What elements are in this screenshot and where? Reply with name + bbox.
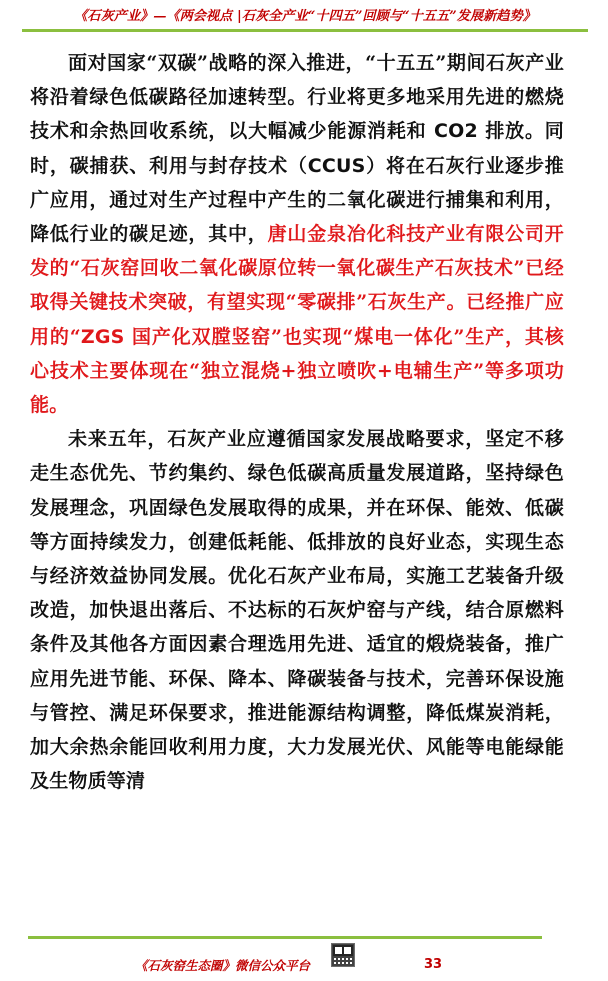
highlight-text-a: 唐山金泉冶化科技产业有限公司开发的“石灰窑回收二氧化碳原位转一氧化碳生产石灰技术”已经取得关键技术突破，有望实现“零碳排”石灰生产。已经推广应用的“ (30, 223, 564, 348)
paragraph-1-text-a: 面对国家“双碳”战略的深入推进，“十五五”期间石灰产业将沿着绿色低碳路径加速转型。行业将更多地采用先进的燃烧技术和余热回收系统，以大幅减少能源消耗和 (30, 52, 564, 143)
article-body (30, 46, 564, 798)
qr-code-icon (331, 943, 355, 967)
paragraph-1-text-c: ）将在石灰行业逐步推广应用，通过对生产过程中产生的二氧化碳进行捕集和利用，降低行业的碳足迹，其中， (30, 154, 564, 246)
footer-brand: 《石灰窑生态圈》微信公众平台 (135, 958, 311, 973)
co2-term: CO2 (433, 120, 478, 143)
running-header: 《石灰产业》—《两会视点 |石灰全产业“十四五”回顾与“十五五”发展新趋势》 (74, 9, 536, 24)
paragraph-2: 未来五年，石灰产业应遵循国家发展战略要求，坚定不移走生态优先、节约集约、绿色低碳高质量发展道路，坚持绿色发展理念，巩固绿色发展取得的成果，并在环保、能效、低碳等方面持续发力，创建低耗能、低排放的良好业态，实现生态与经济效益协同发展。优化石灰产业布局，实施工艺装备升级改造，加快退出落后、不达标的石灰炉窑与产线，结合原燃料条件及其他各方面因素合理选用先进、适宜的煅烧装备，推广应用先进节能、环保、降本、降碳装备与技术，完善环保设施与管控、满足环保要求，推进能源结构调整，降低煤炭消耗，加大余热余能回收利用力度，大力发展光伏、风能等电能绿能及生物质等清 (30, 428, 564, 793)
page-number: 33 (424, 957, 443, 972)
header-divider (22, 29, 588, 32)
highlight-text-b: 国产化双膛竖窑”也实现“煤电一体化”生产，其核心技术主要体现在“独立混烧+独立喷吹+电辅生产”等多项功能。 (30, 325, 564, 417)
paragraph-1 (30, 46, 564, 422)
zgs-term: ZGS (80, 325, 125, 348)
footer-divider (28, 936, 542, 939)
paragraph-1-text-b: 排放。同时，碳捕获、利用与封存技术（ (30, 120, 564, 177)
ccus-term: CCUS (307, 154, 366, 177)
